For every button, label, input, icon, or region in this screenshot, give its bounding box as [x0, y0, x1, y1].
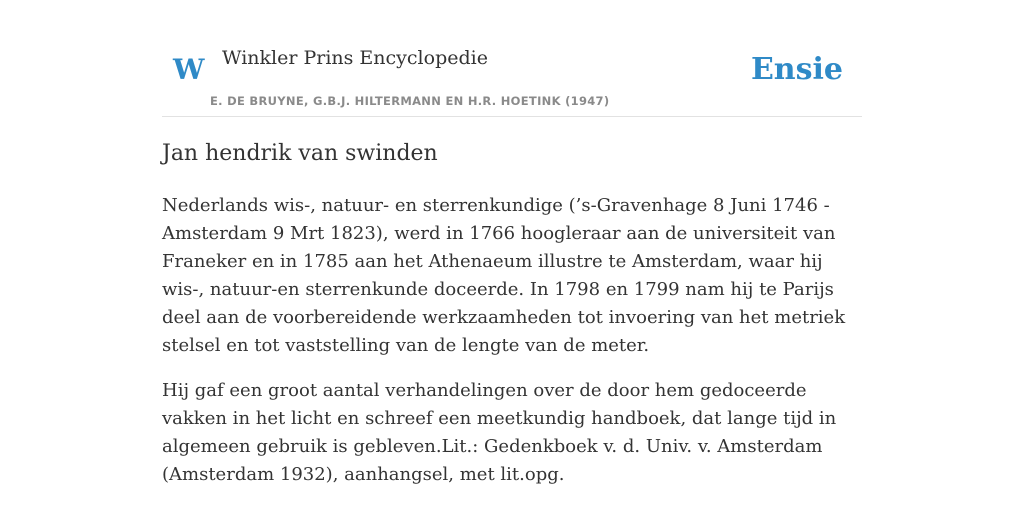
article — [162, 136, 862, 506]
article-title: Jan hendrik van swinden — [162, 141, 438, 166]
publication-title[interactable]: Winkler Prins Encyclopedie — [222, 47, 488, 69]
encyclopedia-logo-icon[interactable]: W — [173, 53, 205, 86]
publication-authors: E. DE BRUYNE, G.B.J. HILTERMANN EN H.R. HOETINK (1947) — [210, 94, 610, 108]
page-header — [162, 0, 862, 117]
article-paragraph: Nederlands wis-, natuur- en sterrenkundige (’s-Gravenhage 8 Juni 1746 - Amsterdam 9 Mrt 1823), werd in 1766 hoogleraar aan de universiteit van Franeker en in 1785 aan het Athenaeum illustre te Amsterdam, waar hij wis-, natuur-en sterrenkunde doceerde. In 1798 en 1799 nam hij te Parijs deel aan de voorbereidende werkzaamheden tot invoering van het metriek stelsel en tot vaststelling van de lengte van de meter. — [162, 195, 846, 356]
ensie-brand-link[interactable]: Ensie — [750, 52, 843, 87]
article-paragraph: Hij gaf een groot aantal verhandelingen over de door hem gedoceerde vakken in het licht en schreef een meetkundig handboek, dat lange tijd in algemeen gebruik is gebleven.Lit.: Gedenkboek v. d. Univ. v. Amsterdam (Amsterdam 1932), aanhangsel, met lit.opg. — [162, 380, 837, 485]
